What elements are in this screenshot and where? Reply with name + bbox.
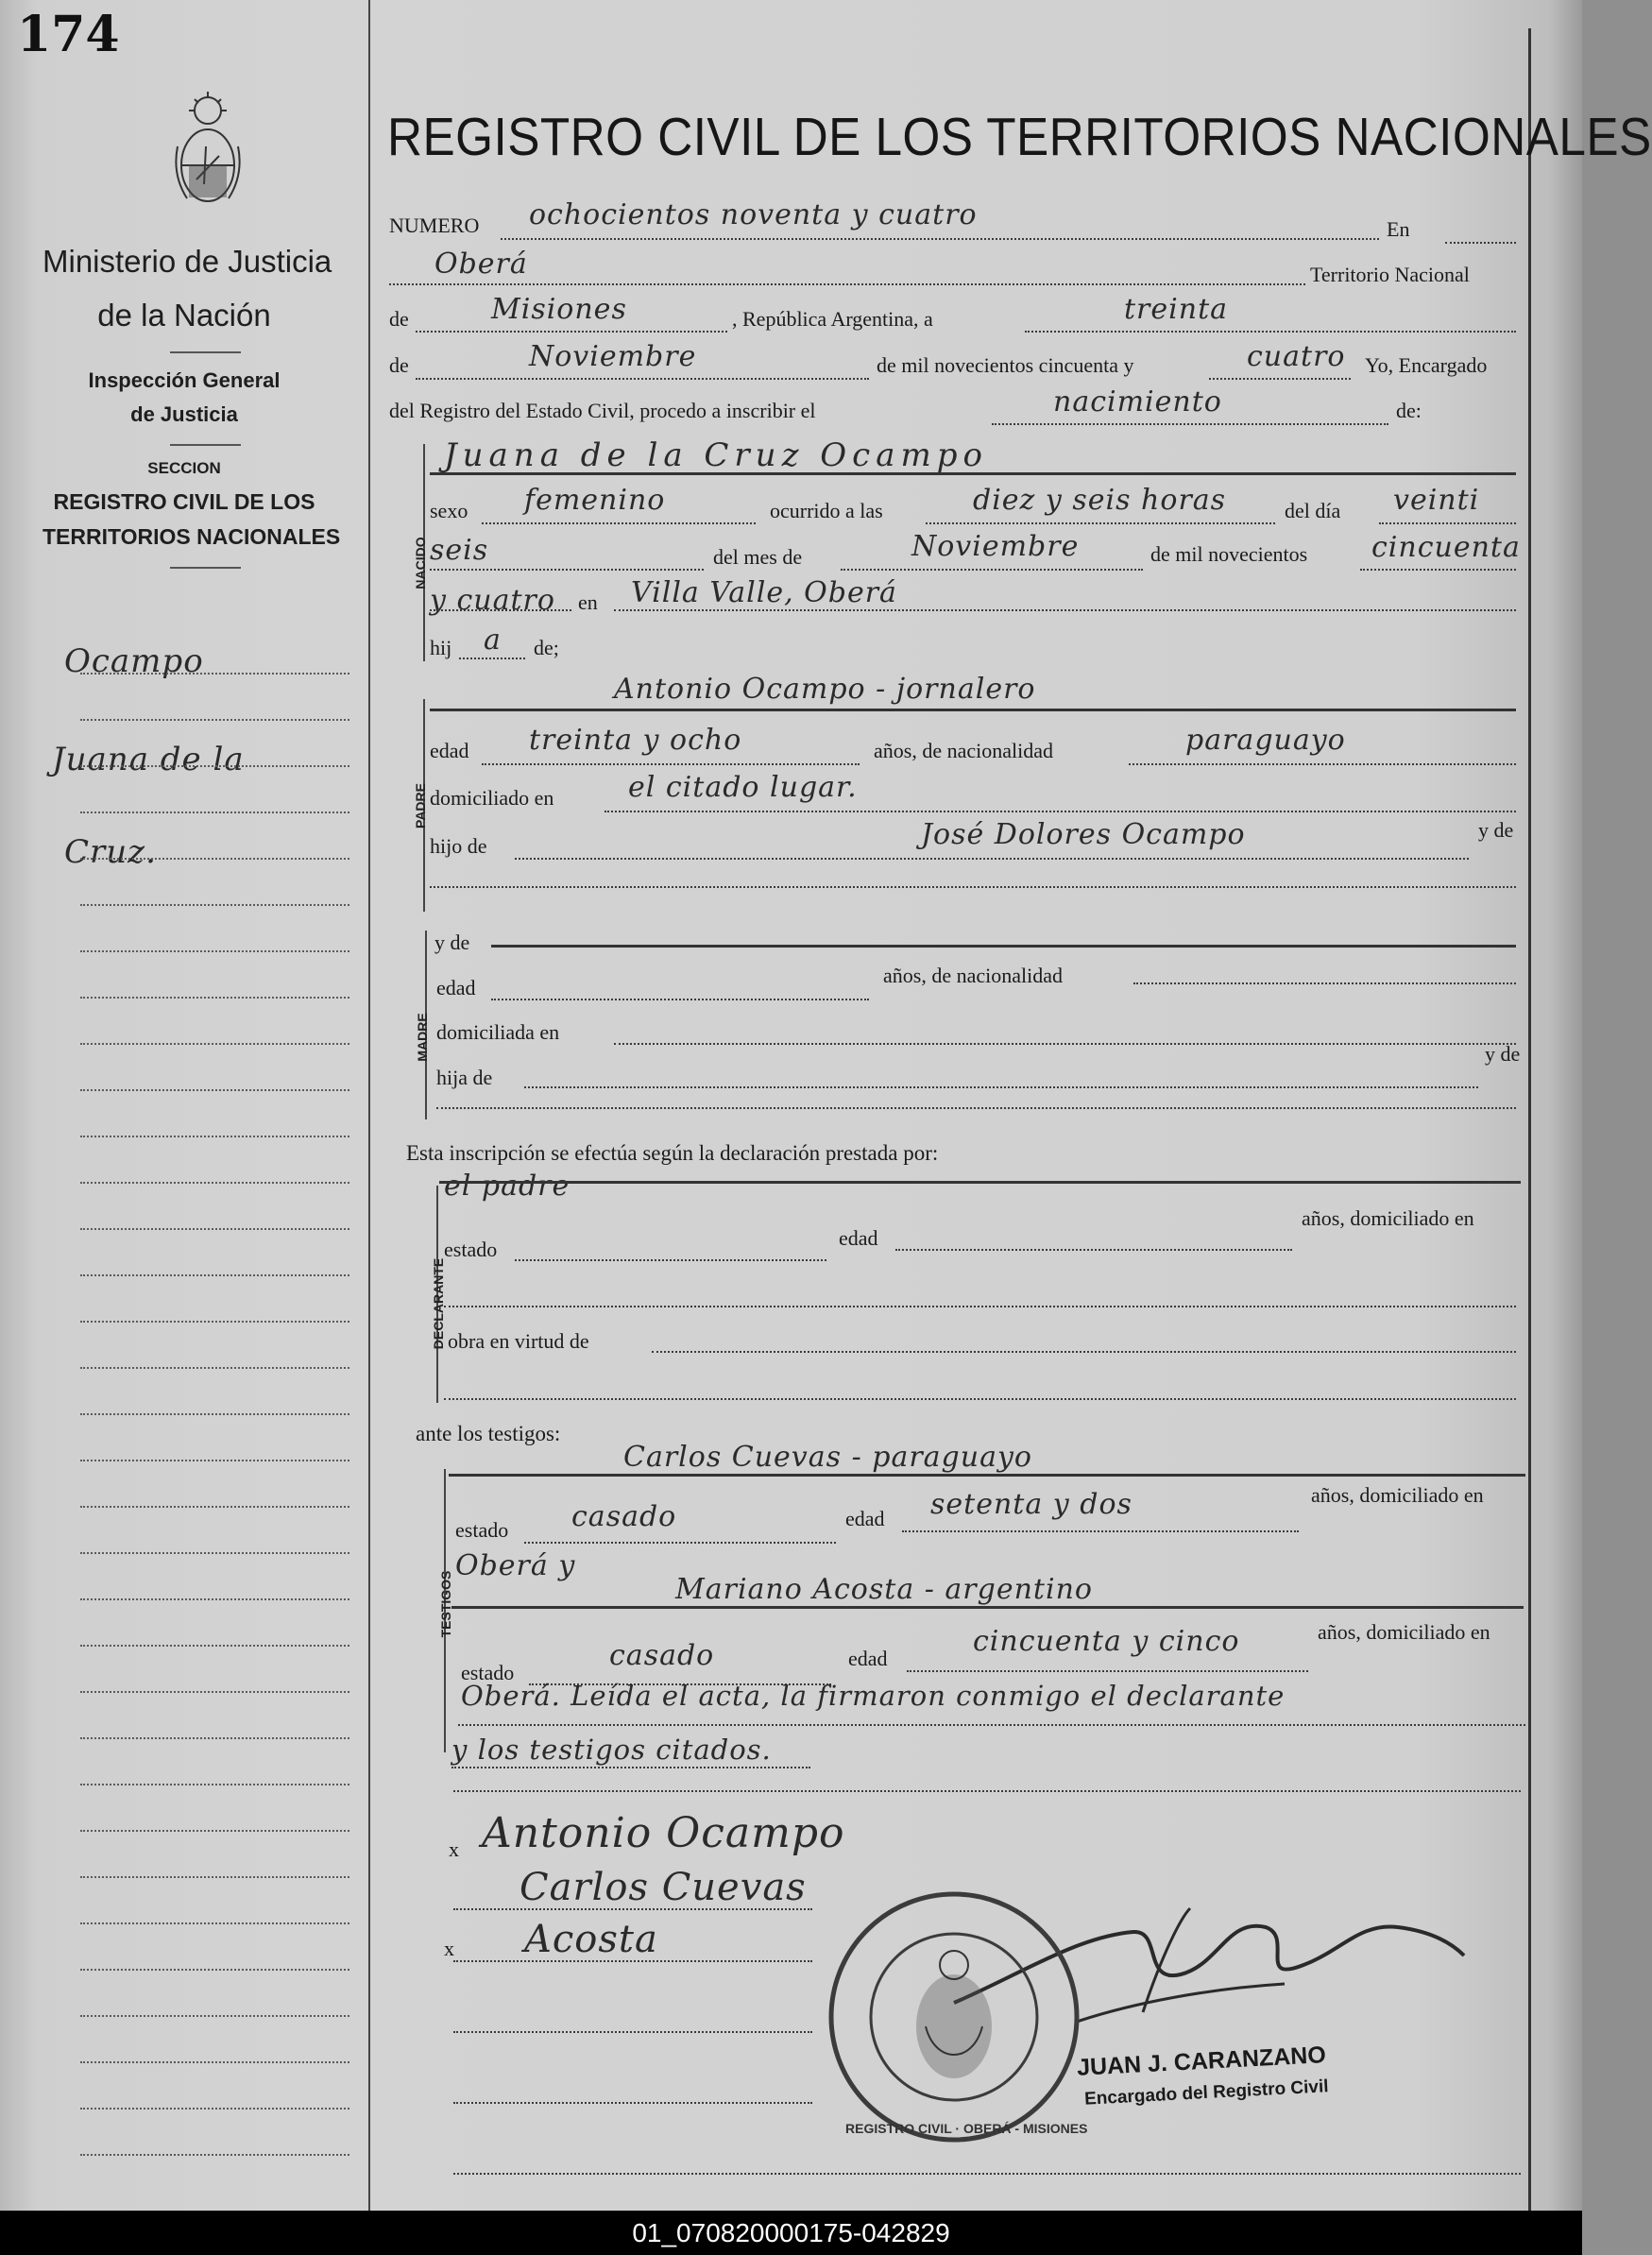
nacido-en-label: en (578, 590, 598, 614)
coat-of-arms-icon (168, 90, 248, 213)
margin-ruled-line (80, 1089, 349, 1091)
declarante-section-label: DECLARANTE (431, 1257, 446, 1350)
padre-edad-label: edad (430, 739, 469, 762)
act-type-value: nacimiento (1053, 385, 1222, 419)
testigo1-dom-value: Oberá y (455, 1549, 576, 1582)
padre-nac-label: años, de nacionalidad (874, 739, 1053, 762)
margin-ruled-line (80, 858, 349, 860)
madre-yde-label: y de (434, 931, 470, 954)
territorio-label: Territorio Nacional (1310, 263, 1470, 286)
margin-ruled-line (80, 2015, 349, 2017)
margin-ruled-line (80, 1136, 349, 1137)
mil-label: de mil novecientos (1150, 542, 1308, 566)
inspection-line-2: de Justicia (130, 402, 238, 426)
ocurrido-label: ocurrido a las (770, 499, 883, 522)
registry-seal-icon (822, 1885, 1086, 2149)
madre-section-label: MADRE (415, 1013, 430, 1062)
signature-witness-1: Carlos Cuevas (519, 1866, 807, 1909)
margin-ruled-line (80, 1830, 349, 1832)
margin-ruled-line (80, 1552, 349, 1554)
section-line-1: REGISTRO CIVIL DE LOS (53, 489, 315, 514)
padre-hijo-value: José Dolores Ocampo (921, 818, 1246, 851)
year-value: cuatro (1247, 340, 1346, 373)
padre-name: Antonio Ocampo - jornalero (614, 673, 1036, 706)
closing-line-1: Oberá. Leída el acta, la firmaron conmigo el declarante (461, 1680, 1286, 1712)
padre-dom-label: domiciliado en (430, 786, 554, 810)
lugar-value: Villa Valle, Oberá (631, 576, 897, 609)
margin-ruled-line (80, 1460, 349, 1461)
hij-label: hij (430, 636, 452, 659)
closing-line-2: y los testigos citados. (451, 1734, 772, 1766)
testigo2-anos-label: años, domiciliado en (1318, 1620, 1490, 1644)
testigo1-name: Carlos Cuevas - paraguayo (623, 1441, 1032, 1474)
margin-ruled-line (80, 1413, 349, 1415)
margin-note-surname: Ocampo (64, 642, 204, 680)
en-label: En (1387, 217, 1410, 241)
registrar-name: JUAN J. CARANZANO (1076, 2041, 1327, 2081)
margin-ruled-line (80, 1043, 349, 1045)
margin-ruled-line (80, 1737, 349, 1739)
margin-ruled-line (80, 1691, 349, 1693)
madre-edad-label: edad (436, 976, 476, 999)
page-title: REGISTRO CIVIL DE LOS TERRITORIOS NACIONALES (387, 107, 1652, 167)
margin-ruled-line (80, 1784, 349, 1785)
dia-value-a: veinti (1393, 484, 1480, 517)
declaracion-intro: Esta inscripción se efectúa según la declaración prestada por: (406, 1141, 939, 1165)
padre-nac-value: paraguayo (1185, 724, 1346, 757)
page-number: 174 (17, 6, 120, 63)
mes-label: del mes de (713, 545, 803, 569)
margin-ruled-line (80, 1506, 349, 1508)
margin-ruled-line (80, 673, 349, 675)
dia-value-b: seis (430, 534, 489, 567)
declarante-anos-label: años, domiciliado en (1302, 1206, 1474, 1230)
obra-label: obra en virtud de (448, 1329, 589, 1353)
anio-value-b: y cuatro (430, 584, 555, 617)
margin-ruled-line (80, 1645, 349, 1647)
mes-value: Noviembre (911, 530, 1080, 563)
de-label-2: de (389, 353, 409, 377)
margin-ruled-line (80, 811, 349, 813)
yo-label: Yo, Encargado (1365, 353, 1488, 377)
inspection-line-1: Inspección General (88, 368, 281, 392)
sexo-label: sexo (430, 499, 468, 522)
hora-value: diez y seis horas (973, 484, 1227, 517)
margin-ruled-line (80, 950, 349, 952)
testigo1-anos-label: años, domiciliado en (1311, 1483, 1484, 1507)
declarante-value: el padre (444, 1170, 571, 1203)
nacido-name: Juana de la Cruz Ocampo (444, 436, 988, 474)
republica-label: , República Argentina, a (732, 307, 933, 331)
month-value: Noviembre (529, 340, 697, 373)
padre-dom-value: el citado lugar. (628, 771, 858, 804)
testigo2-edad-value: cincuenta y cinco (973, 1625, 1240, 1658)
madre-dom-label: domiciliada en (436, 1020, 560, 1044)
margin-ruled-line (80, 1876, 349, 1878)
margin-ruled-line (80, 1969, 349, 1971)
numero-label: NUMERO (389, 214, 480, 237)
testigo2-edad-label: edad (848, 1647, 888, 1670)
margin-note-name-1: Juana de la (52, 741, 245, 778)
de-colon-label: de: (1396, 399, 1422, 422)
anio-value-a: cincuenta (1371, 531, 1521, 564)
declarante-edad-label: edad (839, 1226, 878, 1250)
hij-de-label: de; (534, 636, 559, 659)
madre-hija-label: hija de (436, 1066, 493, 1089)
de-mil-label: de mil novecientos cincuenta y (877, 353, 1134, 377)
numero-value: ochocientos noventa y cuatro (529, 198, 978, 231)
signature-witness-2: Acosta (524, 1918, 658, 1961)
testigo1-edad-label: edad (845, 1507, 885, 1530)
sexo-value: femenino (524, 484, 666, 517)
hij-value: a (484, 624, 502, 657)
testigo2-estado-label: estado (461, 1661, 515, 1684)
signature-declarante: Antonio Ocampo (482, 1809, 845, 1857)
registro-label: del Registro del Estado Civil, procedo a inscribir el (389, 399, 816, 422)
testigo1-edad-value: setenta y dos (930, 1488, 1133, 1521)
padre-hijo-label: hijo de (430, 834, 487, 858)
de-label-1: de (389, 307, 409, 331)
testigo2-name: Mariano Acosta - argentino (675, 1573, 1093, 1606)
margin-ruled-line (80, 719, 349, 721)
margin-ruled-line (80, 904, 349, 906)
testigos-section-label: TESTIGOS (438, 1570, 453, 1638)
seal-text: REGISTRO CIVIL · OBERÁ - MISIONES (845, 2121, 1088, 2136)
declarante-estado-label: estado (444, 1238, 498, 1261)
margin-note-name-2: Cruz. (64, 833, 157, 871)
margin-ruled-line (80, 1367, 349, 1369)
testigos-intro: ante los testigos: (416, 1422, 561, 1445)
day-value: treinta (1124, 293, 1229, 326)
del-dia-label: del día (1285, 499, 1341, 522)
ministry-line-2: de la Nación (97, 298, 271, 333)
section-line-2: TERRITORIOS NACIONALES (43, 524, 341, 549)
record-page: 174 Ministerio de Justicia de la Nación Inspección General de Justicia SECCION REGISTRO CIVIL DE LOS TERRITORIOS NACIONALES Ocampo Juana de la Cruz. REGISTRO CIVIL DE LOS TERRITORIOS NACIONALES NUMERO ochocientos noventa y cuatro En Oberá Territorio Nacional de Misiones , República Argentina, a treinta de Noviembre de mil novecientos cincuenta y cuatro Yo, Encargado del Registro del Estado Civil, procedo a inscribir el nacimiento de: NACIDO Juana de la Cruz Ocampo sexo femenino ocurrido a las diez y seis horas del día veinti seis del mes de Noviembre de mil novecientos cincuenta y cuatro en Villa Valle, Oberá hij a de; PADRE Antonio Ocampo - jornalero edad treinta y ocho años, de nacionalidad paraguayo domiciliado en el citado lugar. hijo de José Dolores Ocampo y de MADRE y de edad años, de nacionalidad domiciliada en hija de y de Esta inscripción se efectúa según la declaración prestada por: el padre DECLARANTE estado edad años, domiciliado en obra en virtud de ante los testigos: TESTIGOS Carlos Cuevas - paraguayo estado casado edad setenta y dos años, domiciliado en Oberá y Mariano Acosta - argentino estado casado edad cincuenta y cinco años, domiciliado en Oberá. Leída el acta, la firmaron conmigo el declarante y los testigos citados. Antonio Ocampo Carlos Cuevas Acosta x x REGISTRO CIVIL · OBERÁ - MISIONES JUAN J. CARANZANO Encargado del Registro Civil 01_070820000175-042829 (0, 0, 1582, 2255)
margin-ruled-line (80, 1228, 349, 1230)
testigo1-estado-label: estado (455, 1518, 509, 1542)
margin-ruled-line (80, 1182, 349, 1184)
testigo1-estado-value: casado (571, 1500, 677, 1533)
nacido-section-label: NACIDO (413, 537, 428, 589)
padre-yde-label: y de (1478, 818, 1514, 842)
margin-ruled-line (80, 765, 349, 767)
place-value: Oberá (434, 248, 528, 281)
margin-ruled-line (80, 997, 349, 999)
margin-ruled-line (80, 1274, 349, 1276)
madre-nac-label: años, de nacionalidad (883, 964, 1063, 987)
territory-value: Misiones (491, 293, 627, 326)
padre-section-label: PADRE (413, 783, 428, 829)
section-label: SECCION (147, 459, 221, 477)
margin-ruled-line (80, 1598, 349, 1600)
margin-ruled-line (80, 1321, 349, 1323)
registrar-title: Encargado del Registro Civil (1083, 2076, 1330, 2110)
ministry-line-1: Ministerio de Justicia (43, 244, 332, 279)
testigo2-estado-value: casado (609, 1639, 715, 1672)
margin-ruled-line (80, 1922, 349, 1924)
margin-ruled-line (80, 2154, 349, 2156)
footer-id-bar: 01_070820000175-042829 (0, 2211, 1582, 2255)
margin-ruled-line (80, 2061, 349, 2063)
madre-yde2-label: y de (1485, 1042, 1521, 1066)
margin-ruled-line (80, 2108, 349, 2110)
padre-edad-value: treinta y ocho (529, 724, 742, 757)
